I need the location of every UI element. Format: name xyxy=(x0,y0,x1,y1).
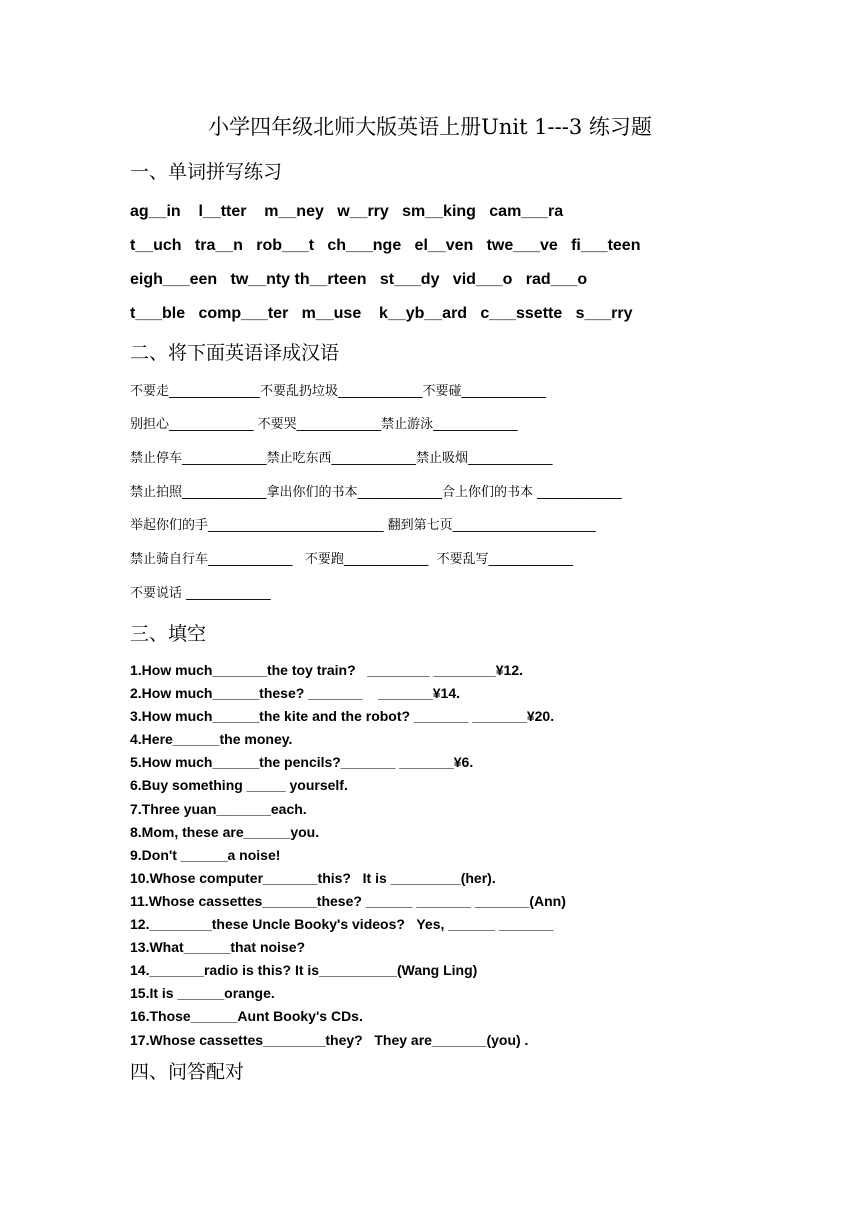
fill-in-item: 13.What______that noise? xyxy=(130,939,306,956)
page-title: 小学四年级北师大版英语上册Unit 1---3 练习题 xyxy=(208,115,652,139)
fill-in-item: 3.How much______the kite and the robot? _______ _______¥20. xyxy=(130,708,555,725)
fill-in-item: 2.How much______these? _______ _______¥14. xyxy=(130,685,460,702)
fill-in-item: 17.Whose cassettes________they? They are_______(you) . xyxy=(130,1031,529,1048)
fill-in-item: 15.It is ______orange. xyxy=(130,985,275,1002)
translation-row: 禁止停车_____________禁止吃东西_____________禁止吸烟_____________ xyxy=(130,451,553,466)
fill-in-item: 7.Three yuan_______each. xyxy=(130,800,307,817)
fill-in-item: 6.Buy something _____ yourself. xyxy=(130,777,348,794)
fill-in-item: 8.Mom, these are______you. xyxy=(130,823,320,840)
fill-in-item: 12.________these Uncle Booky's videos? Yes, ______ _______ xyxy=(130,916,554,933)
fill-in-item: 16.Those______Aunt Booky's CDs. xyxy=(130,1008,363,1025)
fill-in-blank-list xyxy=(130,660,566,1053)
fill-in-item: 11.Whose cassettes_______these? ______ _______ _______(Ann) xyxy=(130,892,566,909)
translation-row: 不要说话 _____________ xyxy=(130,586,271,601)
spelling-row: t___ble comp___ter m__use k__yb__ard c___ssette s___rry xyxy=(130,305,633,322)
fill-in-item: 10.Whose computer_______this? It is _________(her). xyxy=(130,869,496,886)
fill-in-item: 14._______radio is this? It is__________(Wang Ling) xyxy=(130,962,478,979)
fill-in-item: 1.How much_______the toy train? ________ ________¥12. xyxy=(130,662,524,678)
fill-in-item: 9.Don't ______a noise! xyxy=(130,846,281,863)
spelling-row: ag__in l__tter m__ney w__rry sm__king cam___ra xyxy=(130,203,564,220)
translation-row: 禁止拍照_____________拿出你们的书本_____________合上你们的书本 _____________ xyxy=(130,485,622,500)
section2-heading: 二、将下面英语译成汉语 xyxy=(130,342,340,364)
translation-row: 别担心_____________ 不要哭_____________禁止游泳_____________ xyxy=(130,417,518,432)
translation-row: 举起你们的手___________________________ 翻到第七页______________________ xyxy=(130,518,596,533)
translation-row: 禁止骑自行车_____________ 不要跑_____________ 不要乱写_____________ xyxy=(130,552,574,567)
section3-heading: 三、填空 xyxy=(130,623,207,645)
fill-in-item: 5.How much______the pencils?_______ _______¥6. xyxy=(130,754,474,771)
section1-heading: 一、单词拼写练习 xyxy=(130,161,283,183)
fill-in-item: 4.Here______the money. xyxy=(130,731,293,748)
spelling-row: eigh___een tw__nty th__rteen st___dy vid___o rad___o xyxy=(130,271,588,288)
spelling-row: t__uch tra__n rob___t ch___nge el__ven twe___ve fi___teen xyxy=(130,237,641,254)
translation-row: 不要走______________不要乱扔垃圾_____________不要碰_____________ xyxy=(130,384,547,399)
section4-heading: 四、问答配对 xyxy=(130,1061,245,1083)
